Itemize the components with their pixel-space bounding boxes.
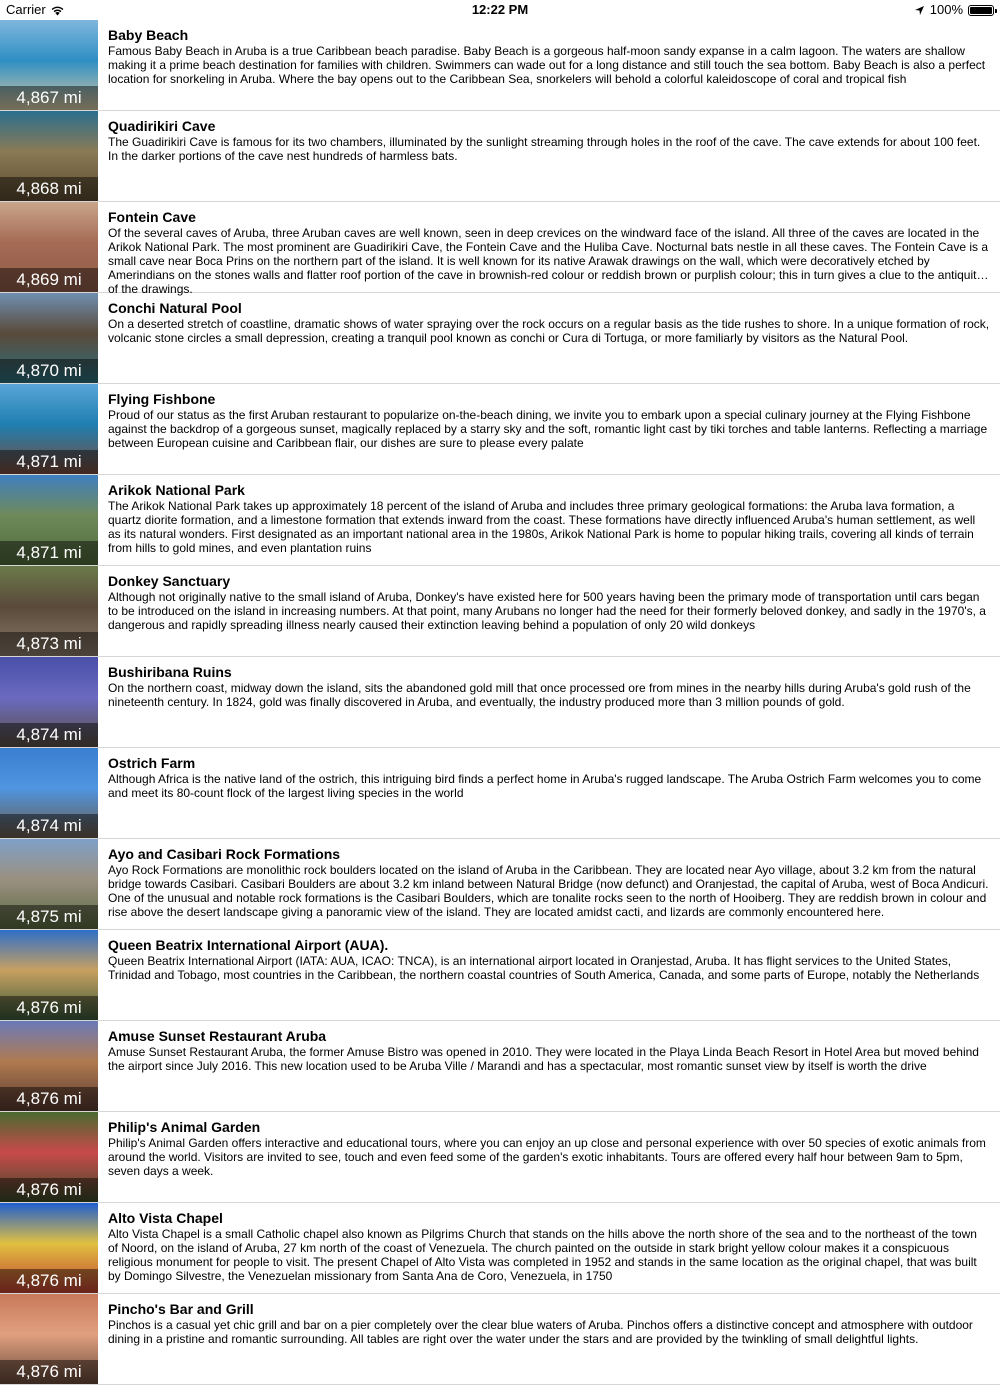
place-thumbnail xyxy=(0,202,98,292)
location-arrow-icon xyxy=(914,5,925,16)
places-list[interactable] xyxy=(0,20,1000,1385)
battery-percent: 100% xyxy=(929,2,963,17)
place-title: Donkey Sanctuary xyxy=(108,573,231,589)
place-content xyxy=(108,846,990,919)
place-title: Amuse Sunset Restaurant Aruba xyxy=(108,1028,327,1044)
place-description: Proud of our status as the first Aruban restaurant to popularize on-the-beach dining, we invite you to embark upon a special culinary journey at the Flying Fishbone against the backdrop of a gorgeous sunset, magically replaced by a starry sky and the soft, romantic light cast by tiki torches and table lanterns. Reflecting a marriage between European cuisine and Caribbean flair, our dishes are sure to please every palate xyxy=(108,408,988,450)
list-item[interactable] xyxy=(0,657,1000,748)
distance-label: 4,868 mi xyxy=(0,177,98,201)
list-item[interactable] xyxy=(0,1203,1000,1294)
distance-label: 4,875 mi xyxy=(0,905,98,929)
list-item[interactable] xyxy=(0,930,1000,1021)
place-title: Bushiribana Ruins xyxy=(108,664,232,680)
place-content xyxy=(108,755,990,800)
place-content xyxy=(108,482,990,555)
distance-label: 4,871 mi xyxy=(0,450,98,474)
distance-label: 4,867 mi xyxy=(0,86,98,110)
place-description: Of the several caves of Aruba, three Aruban caves are well known, seen in deep crevices on the windward face of the island. All three of the caves are located in the Arikok National Park. The most prominent are Guadirikiri Cave, the Fontein Cave and the Huliba Cave. Nocturnal bats nestle in all these caves. The Fontein Cave is a small cave near Boca Prins on the northern part of the island. It is well known for its native Arawak drawings on the wall, which were decoratively etched by Amerindians on the stones walls and flatter roof portion of the cave in brownish-red colour or reddish brown or purplish colour; this in turn gives a clue to the antiquity of the drawings. xyxy=(108,226,988,296)
place-thumbnail xyxy=(0,1112,98,1202)
list-item[interactable] xyxy=(0,293,1000,384)
list-item[interactable] xyxy=(0,1112,1000,1203)
place-title: Ayo and Casibari Rock Formations xyxy=(108,846,341,862)
place-content xyxy=(108,1301,990,1346)
place-thumbnail xyxy=(0,839,98,929)
list-item[interactable] xyxy=(0,384,1000,475)
place-description: Although not originally native to the small island of Aruba, Donkey's have existed here for 500 years having been the primary mode of transportation until cars began to be introduced on the island in increasing numbers. At that point, many Arubans no longer had the need for their formerly beloved donkey, and sadly in the 1970's, a dangerous and rapidly spreading illness nearly caused their extinction leaving behind a population of only 20 wild donkeys xyxy=(108,590,986,632)
list-item[interactable] xyxy=(0,202,1000,296)
place-thumbnail xyxy=(0,1294,98,1384)
place-thumbnail xyxy=(0,930,98,1020)
place-description: The Guadirikiri Cave is famous for its two chambers, illuminated by the sunlight streaming through holes in the roof of the cave. The cave extends for about 100 feet. In the darker portions of the cave nest hundreds of harmless bats. xyxy=(108,135,981,163)
place-content xyxy=(108,209,990,296)
place-content xyxy=(108,1028,990,1073)
distance-label: 4,873 mi xyxy=(0,632,98,656)
carrier-label: Carrier xyxy=(6,2,46,17)
place-title: Queen Beatrix International Airport (AUA). xyxy=(108,937,389,953)
distance-label: 4,876 mi xyxy=(0,996,98,1020)
distance-label: 4,874 mi xyxy=(0,814,98,838)
place-title: Baby Beach xyxy=(108,27,189,43)
place-thumbnail xyxy=(0,748,98,838)
place-description: The Arikok National Park takes up approximately 18 percent of the island of Aruba and includes three primary geological formations: the Aruba lava formation, a quartz diorite formation, and a limestone formation that extends inward from the coast. These formations have directly influenced Aruba's human settlement, as well as its natural wonders. First designated as an important national area in the 1980s, Arikok National Park is home to popular hiking trails, covering all kinds of terrain from hills to gold mines, and even plantation ruins xyxy=(108,499,976,555)
list-item[interactable] xyxy=(0,839,1000,930)
place-content xyxy=(108,1210,990,1283)
place-description: Pinchos is a casual yet chic grill and bar on a pier completely over the clear blue waters of Aruba. Pinchos offers a distinctive concept and atmosphere with outdoor dining in a pristine and romantic surrounding. All tables are right over the water under the stars and are provided by the twinkling of small delightful lights. xyxy=(108,1318,973,1346)
list-item[interactable] xyxy=(0,475,1000,566)
distance-label: 4,876 mi xyxy=(0,1178,98,1202)
place-title: Ostrich Farm xyxy=(108,755,196,771)
place-thumbnail xyxy=(0,384,98,474)
place-description: On a deserted stretch of coastline, dramatic shows of water spraying over the rock occurs on a regular basis as the tide rushes to shore. In a unique formation of rock, volcanic stone circles a small depression, creating a tranquil pool known as conchi or Cura di Tortuga, or more familiarly by visitors as the Natural Pool. xyxy=(108,317,990,345)
place-content xyxy=(108,300,990,345)
place-thumbnail xyxy=(0,566,98,656)
place-description: Alto Vista Chapel is a small Catholic chapel also known as Pilgrims Church that stands on the hills above the north shore of the sea and to the northeast of the town of Noord, on the island of Aruba, 27 km north of the coast of Venezuela. The church painted on the outside in stark bright yellow colour makes it a conspicuous religious monument for people to visit. The present Chapel of Alto Vista was completed in 1952 and stands in the same location as the original chapel, that was built by Domingo Silvestre, the Venezuelan missionary from Santa Ana de Coro, Venezuela, in 1750 xyxy=(108,1227,977,1283)
distance-label: 4,876 mi xyxy=(0,1360,98,1384)
place-title: Fontein Cave xyxy=(108,209,196,225)
distance-label: 4,870 mi xyxy=(0,359,98,383)
place-thumbnail xyxy=(0,657,98,747)
place-title: Philip's Animal Garden xyxy=(108,1119,261,1135)
place-content xyxy=(108,937,990,982)
place-content xyxy=(108,391,990,450)
place-content xyxy=(108,118,990,163)
status-bar xyxy=(0,0,1000,20)
place-thumbnail xyxy=(0,475,98,565)
place-content xyxy=(108,664,990,709)
place-title: Alto Vista Chapel xyxy=(108,1210,223,1226)
distance-label: 4,874 mi xyxy=(0,723,98,747)
battery-icon xyxy=(968,5,994,16)
place-description: Although Africa is the native land of the ostrich, this intriguing bird finds a perfect home in Aruba's rugged landscape. The Aruba Ostrich Farm welcomes you to come and meet its 80-count flock of the largest living species in the world xyxy=(108,772,982,800)
status-right xyxy=(914,0,994,20)
distance-label: 4,869 mi xyxy=(0,268,98,292)
distance-label: 4,871 mi xyxy=(0,541,98,565)
list-item[interactable] xyxy=(0,1021,1000,1112)
place-description: Amuse Sunset Restaurant Aruba, the former Amuse Bistro was opened in 2010. They were located in the Playa Linda Beach Resort in Hotel Area but moved behind the airport since July 2016. This new location used to be Aruba Ville / Marandi and has a spectacular, most romantic sunset view by itself is worth the drive xyxy=(108,1045,979,1073)
place-thumbnail xyxy=(0,293,98,383)
place-title: Arikok National Park xyxy=(108,482,245,498)
list-item[interactable] xyxy=(0,566,1000,657)
place-description: Queen Beatrix International Airport (IATA: AUA, ICAO: TNCA), is an international airport located in Oranjestad, Aruba. It has flight services to the United States, Trinidad and Tobago, most countries in the Caribbean, the northern coastal countries of South America, Canada, and some parts of Europe, notably the Netherlands xyxy=(108,954,980,982)
distance-label: 4,876 mi xyxy=(0,1269,98,1293)
place-content xyxy=(108,573,990,632)
distance-label: 4,876 mi xyxy=(0,1087,98,1111)
place-thumbnail xyxy=(0,1021,98,1111)
list-item[interactable] xyxy=(0,1294,1000,1385)
status-time: 12:22 PM xyxy=(471,2,529,17)
list-item[interactable] xyxy=(0,20,1000,111)
list-item[interactable] xyxy=(0,111,1000,202)
place-description: On the northern coast, midway down the island, sits the abandoned gold mill that once processed ore from mines in the nearby hills during Aruba's gold rush of the nineteenth century. In 1824, gold was finally discovered in Aruba, and eventually, the industry produced more than 3 million pounds of gold. xyxy=(108,681,971,709)
place-title: Conchi Natural Pool xyxy=(108,300,242,316)
list-item[interactable] xyxy=(0,748,1000,839)
place-title: Flying Fishbone xyxy=(108,391,216,407)
place-title: Pincho's Bar and Grill xyxy=(108,1301,254,1317)
place-content xyxy=(108,27,990,86)
place-thumbnail xyxy=(0,1203,98,1293)
place-thumbnail xyxy=(0,20,98,110)
place-description: Ayo Rock Formations are monolithic rock boulders located on the island of Aruba in the Caribbean. They are located near Ayo village, about 3.2 km from the natural bridge towards Casibari. Casibari Boulders are about 3.2 km inland between Natural Bridge (now defunct) and Oranjestad, the capital of Aruba, west of Boca Andicuri. One of the unusual and notable rock formations is the Casibari Boulders, which are tonalite rocks seen to the north of Hooiberg. They are reddish brown in colour and rise above the desert landscape giving a panoramic view of the island. They are located amidst cacti, and lizards are commonly encountered here. xyxy=(108,863,989,919)
place-content xyxy=(108,1119,990,1178)
place-description: Famous Baby Beach in Aruba is a true Caribbean beach paradise. Baby Beach is a gorgeous half-moon sandy expanse in a calm lagoon. The waters are shallow making it a prime beach destination for families with children. Swimmers can wade out for a long distance and still touch the sea bottom. Baby Beach is also a perfect location for snorkeling in Aruba. Where the bay opens out to the Caribbean Sea, snorkelers will behold a colorful kaleidoscope of coral and tropical fish xyxy=(108,44,986,86)
place-thumbnail xyxy=(0,111,98,201)
place-description: Philip's Animal Garden offers interactive and educational tours, where you can enjoy an up close and personal experience with over 50 species of exotic animals from around the world. Visitors are invited to see, touch and even feed some of the garden's exotic inhabitants. Tours are offered every half hour between 9am to 5pm, seven days a week. xyxy=(108,1136,986,1178)
place-title: Quadirikiri Cave xyxy=(108,118,216,134)
